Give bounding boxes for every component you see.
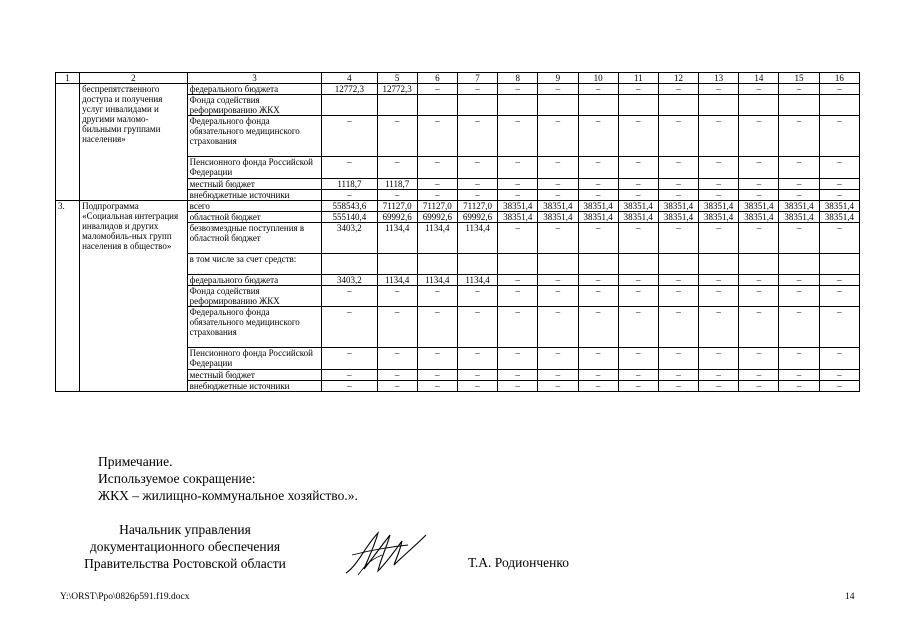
- value-cell: [779, 254, 819, 275]
- value-cell: –: [322, 381, 377, 392]
- value-cell: [699, 254, 739, 275]
- header-cell: 2: [80, 73, 188, 84]
- value-cell: –: [538, 275, 578, 286]
- value-cell: 1134,4: [417, 275, 457, 286]
- value-cell: –: [779, 190, 819, 201]
- value-cell: –: [457, 157, 497, 179]
- value-cell: –: [819, 381, 859, 392]
- value-cell: –: [739, 381, 779, 392]
- value-cell: –: [779, 348, 819, 370]
- value-cell: –: [819, 275, 859, 286]
- value-cell: [618, 95, 658, 116]
- value-cell: –: [457, 179, 497, 190]
- funding-table: [55, 72, 860, 392]
- value-cell: 3403,2: [322, 223, 377, 254]
- value-cell: –: [578, 157, 618, 179]
- header-cell: 4: [322, 73, 377, 84]
- header-cell: 7: [457, 73, 497, 84]
- value-cell: 38351,4: [538, 201, 578, 212]
- signatory-title-line: Начальник управления: [119, 522, 251, 537]
- funding-source: федерального бюджета: [187, 275, 322, 286]
- funding-source: местный бюджет: [187, 370, 322, 381]
- value-cell: –: [699, 179, 739, 190]
- value-cell: [578, 254, 618, 275]
- value-cell: –: [618, 307, 658, 348]
- value-cell: –: [498, 116, 538, 157]
- value-cell: –: [618, 157, 658, 179]
- value-cell: 555140,4: [322, 212, 377, 223]
- value-cell: –: [578, 381, 618, 392]
- handwritten-signature: [338, 525, 433, 580]
- value-cell: –: [779, 116, 819, 157]
- value-cell: –: [417, 370, 457, 381]
- value-cell: –: [538, 307, 578, 348]
- value-cell: –: [538, 348, 578, 370]
- value-cell: [417, 254, 457, 275]
- value-cell: –: [819, 223, 859, 254]
- value-cell: –: [417, 157, 457, 179]
- value-cell: –: [457, 348, 497, 370]
- value-cell: –: [322, 116, 377, 157]
- value-cell: –: [819, 307, 859, 348]
- value-cell: [819, 254, 859, 275]
- value-cell: –: [699, 157, 739, 179]
- value-cell: –: [498, 307, 538, 348]
- funding-source: Фонда содействия реформированию ЖКХ: [187, 95, 322, 116]
- funding-source: Пенсионного фонда Российской Федерации: [187, 348, 322, 370]
- value-cell: –: [658, 179, 698, 190]
- value-cell: –: [538, 223, 578, 254]
- value-cell: [658, 254, 698, 275]
- value-cell: –: [699, 190, 739, 201]
- row-number: 3.: [56, 201, 80, 392]
- value-cell: –: [498, 370, 538, 381]
- value-cell: –: [578, 179, 618, 190]
- value-cell: –: [739, 223, 779, 254]
- value-cell: 38351,4: [779, 201, 819, 212]
- value-cell: –: [498, 179, 538, 190]
- value-cell: 38351,4: [699, 201, 739, 212]
- value-cell: –: [538, 381, 578, 392]
- value-cell: –: [618, 370, 658, 381]
- value-cell: –: [538, 179, 578, 190]
- value-cell: –: [699, 84, 739, 95]
- value-cell: –: [618, 179, 658, 190]
- value-cell: [578, 95, 618, 116]
- value-cell: –: [322, 307, 377, 348]
- value-cell: –: [618, 381, 658, 392]
- value-cell: [618, 254, 658, 275]
- value-cell: –: [779, 223, 819, 254]
- value-cell: –: [578, 223, 618, 254]
- value-cell: 1134,4: [377, 275, 417, 286]
- value-cell: 71127,0: [457, 201, 497, 212]
- value-cell: –: [618, 84, 658, 95]
- value-cell: –: [819, 286, 859, 307]
- value-cell: [658, 95, 698, 116]
- value-cell: [819, 95, 859, 116]
- value-cell: –: [457, 307, 497, 348]
- value-cell: –: [457, 286, 497, 307]
- value-cell: [498, 95, 538, 116]
- value-cell: [739, 95, 779, 116]
- value-cell: –: [779, 381, 819, 392]
- value-cell: –: [417, 381, 457, 392]
- value-cell: –: [417, 307, 457, 348]
- value-cell: 1134,4: [377, 223, 417, 254]
- value-cell: –: [377, 286, 417, 307]
- value-cell: [498, 254, 538, 275]
- value-cell: –: [658, 348, 698, 370]
- value-cell: –: [457, 116, 497, 157]
- value-cell: –: [498, 348, 538, 370]
- value-cell: 558543,6: [322, 201, 377, 212]
- value-cell: 12772,3: [322, 84, 377, 95]
- value-cell: –: [779, 307, 819, 348]
- funding-source: внебюджетные источники: [187, 381, 322, 392]
- value-cell: 38351,4: [699, 212, 739, 223]
- page-number: 14: [845, 592, 855, 602]
- value-cell: –: [322, 286, 377, 307]
- value-cell: –: [819, 179, 859, 190]
- value-cell: –: [498, 275, 538, 286]
- value-cell: [457, 95, 497, 116]
- value-cell: –: [658, 116, 698, 157]
- value-cell: –: [322, 157, 377, 179]
- value-cell: –: [377, 348, 417, 370]
- note-abbrev-heading: Используемое сокращение:: [98, 471, 256, 486]
- value-cell: –: [377, 157, 417, 179]
- value-cell: –: [658, 84, 698, 95]
- header-cell: 3: [187, 73, 322, 84]
- funding-source: областной бюджет: [187, 212, 322, 223]
- value-cell: –: [538, 190, 578, 201]
- funding-source: Пенсионного фонда Российской Федерации: [187, 157, 322, 179]
- value-cell: [377, 254, 417, 275]
- value-cell: –: [819, 84, 859, 95]
- value-cell: [538, 254, 578, 275]
- value-cell: –: [578, 307, 618, 348]
- value-cell: 38351,4: [498, 201, 538, 212]
- value-cell: –: [457, 381, 497, 392]
- value-cell: [538, 95, 578, 116]
- value-cell: –: [538, 286, 578, 307]
- value-cell: –: [578, 84, 618, 95]
- value-cell: –: [578, 370, 618, 381]
- header-cell: 15: [779, 73, 819, 84]
- value-cell: –: [417, 286, 457, 307]
- value-cell: [739, 254, 779, 275]
- value-cell: –: [377, 116, 417, 157]
- value-cell: –: [779, 370, 819, 381]
- value-cell: –: [658, 190, 698, 201]
- value-cell: –: [578, 190, 618, 201]
- value-cell: 38351,4: [578, 212, 618, 223]
- value-cell: 38351,4: [658, 212, 698, 223]
- value-cell: –: [699, 116, 739, 157]
- value-cell: –: [658, 275, 698, 286]
- funding-source: внебюджетные источники: [187, 190, 322, 201]
- value-cell: –: [699, 370, 739, 381]
- value-cell: –: [618, 275, 658, 286]
- value-cell: –: [819, 157, 859, 179]
- value-cell: –: [739, 157, 779, 179]
- value-cell: –: [538, 157, 578, 179]
- value-cell: –: [457, 190, 497, 201]
- value-cell: 38351,4: [658, 201, 698, 212]
- file-path: Y:\ORST\Ppo\0826p591.f19.docx: [60, 592, 190, 602]
- value-cell: 38351,4: [779, 212, 819, 223]
- value-cell: –: [739, 370, 779, 381]
- value-cell: –: [538, 370, 578, 381]
- value-cell: 12772,3: [377, 84, 417, 95]
- value-cell: 38351,4: [498, 212, 538, 223]
- funding-source: местный бюджет: [187, 179, 322, 190]
- value-cell: 38351,4: [739, 201, 779, 212]
- value-cell: [417, 95, 457, 116]
- value-cell: –: [819, 190, 859, 201]
- value-cell: 69992,6: [457, 212, 497, 223]
- header-cell: 5: [377, 73, 417, 84]
- value-cell: –: [618, 190, 658, 201]
- value-cell: –: [377, 190, 417, 201]
- value-cell: –: [538, 116, 578, 157]
- value-cell: –: [578, 116, 618, 157]
- value-cell: –: [739, 116, 779, 157]
- value-cell: –: [699, 275, 739, 286]
- value-cell: 69992,6: [417, 212, 457, 223]
- value-cell: –: [618, 116, 658, 157]
- program-name: беспрепятственного доступа и получения услуг инвалидами и другими маломо-бильными группами населения»: [80, 84, 188, 201]
- program-name: Подпрограмма «Социальная интеграция инвалидов и других маломобиль-ных групп населения в общество»: [80, 201, 188, 392]
- funding-source: Фонда содействия реформированию ЖКХ: [187, 286, 322, 307]
- value-cell: –: [739, 190, 779, 201]
- value-cell: –: [457, 84, 497, 95]
- funding-source: Федерального фонда обязательного медицинского страхования: [187, 307, 322, 348]
- value-cell: 38351,4: [819, 212, 859, 223]
- value-cell: –: [699, 381, 739, 392]
- value-cell: –: [819, 116, 859, 157]
- value-cell: –: [658, 223, 698, 254]
- value-cell: –: [417, 116, 457, 157]
- value-cell: –: [377, 381, 417, 392]
- value-cell: 1118,7: [322, 179, 377, 190]
- value-cell: 1134,4: [417, 223, 457, 254]
- header-cell: 9: [538, 73, 578, 84]
- value-cell: –: [779, 179, 819, 190]
- funding-source: федерального бюджета: [187, 84, 322, 95]
- value-cell: –: [739, 307, 779, 348]
- value-cell: –: [658, 307, 698, 348]
- value-cell: –: [819, 370, 859, 381]
- header-cell: 16: [819, 73, 859, 84]
- header-cell: 6: [417, 73, 457, 84]
- value-cell: –: [417, 348, 457, 370]
- funding-source: Федерального фонда обязательного медицинского страхования: [187, 116, 322, 157]
- value-cell: –: [739, 275, 779, 286]
- value-cell: –: [578, 286, 618, 307]
- note-title: Примечание.: [98, 454, 173, 469]
- value-cell: 71127,0: [377, 201, 417, 212]
- signatory-title: [60, 521, 310, 572]
- value-cell: –: [779, 286, 819, 307]
- header-row: [56, 73, 860, 84]
- value-cell: 38351,4: [538, 212, 578, 223]
- header-cell: 14: [739, 73, 779, 84]
- value-cell: –: [699, 307, 739, 348]
- note-block: [98, 453, 358, 504]
- row-number: [56, 84, 80, 201]
- value-cell: –: [658, 286, 698, 307]
- value-cell: –: [498, 223, 538, 254]
- value-cell: –: [819, 348, 859, 370]
- funding-source: всего: [187, 201, 322, 212]
- funding-source: безвозмездные поступления в областной бюджет: [187, 223, 322, 254]
- value-cell: –: [658, 157, 698, 179]
- value-cell: –: [699, 223, 739, 254]
- value-cell: –: [377, 307, 417, 348]
- value-cell: –: [658, 381, 698, 392]
- note-abbrev: ЖКХ – жилищно-коммунальное хозяйство.».: [98, 488, 358, 503]
- value-cell: –: [658, 370, 698, 381]
- value-cell: –: [457, 370, 497, 381]
- signatory-name: Т.А. Родионченко: [468, 555, 569, 570]
- header-cell: 8: [498, 73, 538, 84]
- value-cell: –: [739, 348, 779, 370]
- value-cell: [779, 95, 819, 116]
- value-cell: 38351,4: [618, 201, 658, 212]
- value-cell: –: [578, 348, 618, 370]
- value-cell: –: [618, 286, 658, 307]
- value-cell: –: [322, 370, 377, 381]
- value-cell: –: [699, 286, 739, 307]
- value-cell: 38351,4: [618, 212, 658, 223]
- signatory-title-line: документационного обеспечения: [89, 539, 281, 554]
- value-cell: –: [538, 84, 578, 95]
- value-cell: 69992,6: [377, 212, 417, 223]
- value-cell: –: [322, 190, 377, 201]
- value-cell: –: [779, 157, 819, 179]
- value-cell: –: [498, 157, 538, 179]
- value-cell: –: [578, 275, 618, 286]
- table-row: [56, 84, 860, 95]
- signatory-title-line: Правительства Ростовской области: [84, 556, 286, 571]
- header-cell: 11: [618, 73, 658, 84]
- value-cell: –: [322, 348, 377, 370]
- value-cell: –: [739, 179, 779, 190]
- value-cell: [377, 95, 417, 116]
- value-cell: –: [739, 286, 779, 307]
- value-cell: 38351,4: [819, 201, 859, 212]
- value-cell: [699, 95, 739, 116]
- header-cell: 12: [658, 73, 698, 84]
- value-cell: –: [618, 223, 658, 254]
- value-cell: –: [779, 84, 819, 95]
- value-cell: –: [498, 286, 538, 307]
- value-cell: 38351,4: [739, 212, 779, 223]
- value-cell: –: [498, 190, 538, 201]
- table-row: [56, 201, 860, 212]
- value-cell: 3403,2: [322, 275, 377, 286]
- header-cell: 13: [699, 73, 739, 84]
- value-cell: –: [779, 275, 819, 286]
- value-cell: –: [498, 381, 538, 392]
- value-cell: 1134,4: [457, 223, 497, 254]
- value-cell: –: [377, 370, 417, 381]
- header-cell: 1: [56, 73, 80, 84]
- header-cell: 10: [578, 73, 618, 84]
- value-cell: –: [417, 179, 457, 190]
- value-cell: 1134,4: [457, 275, 497, 286]
- value-cell: 38351,4: [578, 201, 618, 212]
- value-cell: –: [417, 190, 457, 201]
- value-cell: –: [498, 84, 538, 95]
- value-cell: –: [699, 348, 739, 370]
- value-cell: [457, 254, 497, 275]
- funding-source: в том числе за счет средств:: [187, 254, 322, 275]
- value-cell: –: [417, 84, 457, 95]
- value-cell: 1118,7: [377, 179, 417, 190]
- value-cell: –: [618, 348, 658, 370]
- value-cell: 71127,0: [417, 201, 457, 212]
- value-cell: [322, 254, 377, 275]
- value-cell: [322, 95, 377, 116]
- value-cell: –: [739, 84, 779, 95]
